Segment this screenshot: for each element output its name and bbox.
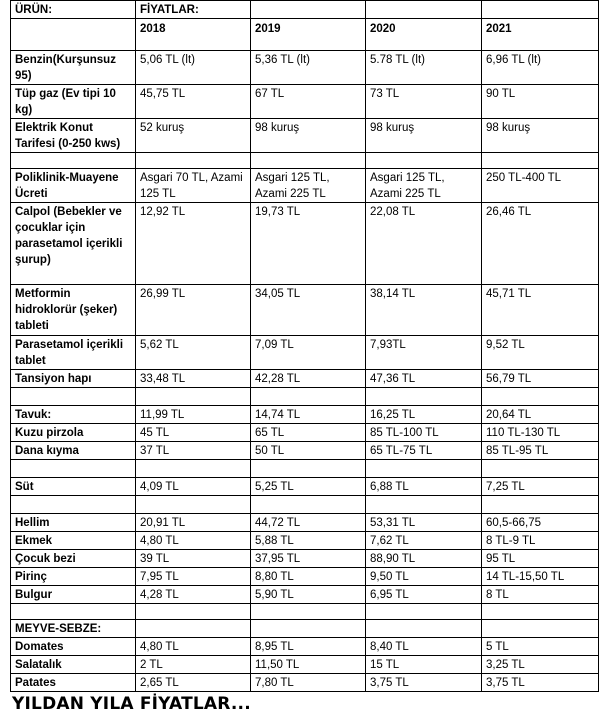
price-cell: 7,80 TL xyxy=(251,674,366,692)
price-cell: 56,79 TL xyxy=(482,370,599,388)
spacer-row xyxy=(11,388,599,406)
spacer-row xyxy=(11,496,599,514)
price-cell: 6,88 TL xyxy=(366,478,482,496)
product-label: Ekmek xyxy=(11,532,136,550)
price-cell: 5,62 TL xyxy=(136,336,251,370)
price-cell: 8,80 TL xyxy=(251,568,366,586)
product-label: MEYVE-SEBZE: xyxy=(11,620,136,638)
price-cell: 95 TL xyxy=(482,550,599,568)
price-cell: 8,95 TL xyxy=(251,638,366,656)
table-row xyxy=(11,424,599,442)
price-cell: 20,91 TL xyxy=(136,514,251,532)
price-cell: Asgari 125 TL, Azami 225 TL xyxy=(251,169,366,203)
price-cell: 47,36 TL xyxy=(366,370,482,388)
table-row xyxy=(11,638,599,656)
table-row xyxy=(11,532,599,550)
table-row xyxy=(11,203,599,285)
spacer-cell xyxy=(11,496,136,514)
spacer-cell xyxy=(136,460,251,478)
price-cell: 39 TL xyxy=(136,550,251,568)
table-row xyxy=(11,442,599,460)
header-empty-cell xyxy=(482,1,599,19)
table-row xyxy=(11,620,599,638)
price-cell: 38,14 TL xyxy=(366,285,482,336)
table-row xyxy=(11,478,599,496)
spacer-cell xyxy=(251,388,366,406)
table-row xyxy=(11,85,599,119)
price-cell: 15 TL xyxy=(366,656,482,674)
product-label: Tüp gaz (Ev tipi 10 kg) xyxy=(11,85,136,119)
header-empty-cell xyxy=(251,1,366,19)
price-cell: 2,65 TL xyxy=(136,674,251,692)
table-row xyxy=(11,336,599,370)
price-cell: 8 TL-9 TL xyxy=(482,532,599,550)
header-empty-cell xyxy=(366,1,482,19)
price-cell: 53,31 TL xyxy=(366,514,482,532)
price-cell: 88,90 TL xyxy=(366,550,482,568)
price-cell: 98 kuruş xyxy=(251,119,366,153)
table-row xyxy=(11,51,599,85)
price-cell: 34,05 TL xyxy=(251,285,366,336)
price-table-body xyxy=(11,1,599,692)
product-label: Bulgur xyxy=(11,586,136,604)
price-cell: 11,99 TL xyxy=(136,406,251,424)
spacer-cell xyxy=(136,388,251,406)
product-label: Calpol (Bebekler ve çocuklar için parasetamol içerikli şurup) xyxy=(11,203,136,285)
spacer-cell xyxy=(11,153,136,169)
price-cell: 3,75 TL xyxy=(482,674,599,692)
price-cell xyxy=(251,620,366,638)
price-cell: 12,92 TL xyxy=(136,203,251,285)
page-title: YILDAN YILA FİYATLAR... xyxy=(12,694,251,714)
price-cell: 90 TL xyxy=(482,85,599,119)
price-cell: 6,96 TL (lt) xyxy=(482,51,599,85)
price-cell: 22,08 TL xyxy=(366,203,482,285)
price-cell: 8 TL xyxy=(482,586,599,604)
price-cell: 50 TL xyxy=(251,442,366,460)
product-label: Tavuk: xyxy=(11,406,136,424)
table-row xyxy=(11,568,599,586)
year-header-2018: 2018 xyxy=(136,19,251,51)
table-row xyxy=(11,656,599,674)
table-row xyxy=(11,169,599,203)
spacer-cell xyxy=(482,496,599,514)
price-cell: 45,75 TL xyxy=(136,85,251,119)
price-cell: 5.78 TL (lt) xyxy=(366,51,482,85)
price-cell: 5,06 TL (lt) xyxy=(136,51,251,85)
price-cell: Asgari 70 TL, Azami 125 TL xyxy=(136,169,251,203)
table-row xyxy=(11,514,599,532)
price-cell: 26,46 TL xyxy=(482,203,599,285)
price-cell: 85 TL-95 TL xyxy=(482,442,599,460)
product-label: Salatalık xyxy=(11,656,136,674)
price-cell xyxy=(136,620,251,638)
product-column-header: ÜRÜN: xyxy=(11,1,136,19)
price-cell: 85 TL-100 TL xyxy=(366,424,482,442)
spacer-cell xyxy=(366,460,482,478)
price-cell: 5,88 TL xyxy=(251,532,366,550)
spacer-row xyxy=(11,604,599,620)
price-cell: 45,71 TL xyxy=(482,285,599,336)
product-label: Patates xyxy=(11,674,136,692)
price-cell: 7,62 TL xyxy=(366,532,482,550)
price-cell: 16,25 TL xyxy=(366,406,482,424)
year-header-empty xyxy=(11,19,136,51)
year-header-2021: 2021 xyxy=(482,19,599,51)
spacer-cell xyxy=(482,388,599,406)
product-label: Elektrik Konut Tarifesi (0-250 kws) xyxy=(11,119,136,153)
price-cell: 3,25 TL xyxy=(482,656,599,674)
table-row xyxy=(11,119,599,153)
price-cell: 2 TL xyxy=(136,656,251,674)
table-row xyxy=(11,406,599,424)
price-cell: 98 kuruş xyxy=(366,119,482,153)
price-cell: 7,25 TL xyxy=(482,478,599,496)
price-cell: 45 TL xyxy=(136,424,251,442)
price-cell: 98 kuruş xyxy=(482,119,599,153)
spacer-cell xyxy=(366,388,482,406)
spacer-cell xyxy=(251,153,366,169)
price-cell: 9,52 TL xyxy=(482,336,599,370)
spacer-cell xyxy=(11,604,136,620)
price-cell: 7,09 TL xyxy=(251,336,366,370)
price-cell: 5,36 TL (lt) xyxy=(251,51,366,85)
product-label: Dana kıyma xyxy=(11,442,136,460)
prices-column-header: FİYATLAR: xyxy=(136,1,251,19)
table-row xyxy=(11,370,599,388)
table-row xyxy=(11,586,599,604)
spacer-cell xyxy=(482,153,599,169)
price-cell: 37 TL xyxy=(136,442,251,460)
spacer-cell xyxy=(136,496,251,514)
product-label: Poliklinik-Muayene Ücreti xyxy=(11,169,136,203)
product-label: Domates xyxy=(11,638,136,656)
spacer-cell xyxy=(482,604,599,620)
spacer-cell xyxy=(136,604,251,620)
product-label: Çocuk bezi xyxy=(11,550,136,568)
spacer-cell xyxy=(251,460,366,478)
price-cell: 5,90 TL xyxy=(251,586,366,604)
spacer-cell xyxy=(11,460,136,478)
header-row-top xyxy=(11,1,599,19)
price-cell: 52 kuruş xyxy=(136,119,251,153)
price-cell: 4,80 TL xyxy=(136,638,251,656)
spacer-cell xyxy=(482,460,599,478)
price-cell: 60,5-66,75 xyxy=(482,514,599,532)
price-cell: 7,95 TL xyxy=(136,568,251,586)
price-cell xyxy=(366,620,482,638)
spacer-cell xyxy=(11,388,136,406)
product-label: Kuzu pirzola xyxy=(11,424,136,442)
price-cell: 8,40 TL xyxy=(366,638,482,656)
price-cell: 67 TL xyxy=(251,85,366,119)
spacer-row xyxy=(11,460,599,478)
product-label: Pirinç xyxy=(11,568,136,586)
price-cell: Asgari 125 TL, Azami 225 TL xyxy=(366,169,482,203)
price-cell: 4,28 TL xyxy=(136,586,251,604)
table-row xyxy=(11,674,599,692)
price-cell: 7,93TL xyxy=(366,336,482,370)
year-header-2019: 2019 xyxy=(251,19,366,51)
spacer-cell xyxy=(366,153,482,169)
product-label: Benzin(Kurşunsuz 95) xyxy=(11,51,136,85)
spacer-cell xyxy=(251,496,366,514)
price-cell: 73 TL xyxy=(366,85,482,119)
price-cell: 65 TL xyxy=(251,424,366,442)
product-label: Metformin hidroklorür (şeker) tableti xyxy=(11,285,136,336)
spacer-cell xyxy=(251,604,366,620)
price-cell: 44,72 TL xyxy=(251,514,366,532)
price-cell: 14 TL-15,50 TL xyxy=(482,568,599,586)
product-label: Parasetamol içerikli tablet xyxy=(11,336,136,370)
price-cell: 250 TL-400 TL xyxy=(482,169,599,203)
header-row-years xyxy=(11,19,599,51)
price-cell: 37,95 TL xyxy=(251,550,366,568)
price-table xyxy=(10,0,599,692)
price-cell: 4,80 TL xyxy=(136,532,251,550)
product-label: Süt xyxy=(11,478,136,496)
price-cell: 4,09 TL xyxy=(136,478,251,496)
spacer-cell xyxy=(136,153,251,169)
price-cell: 33,48 TL xyxy=(136,370,251,388)
price-cell: 110 TL-130 TL xyxy=(482,424,599,442)
price-cell: 6,95 TL xyxy=(366,586,482,604)
price-cell: 26,99 TL xyxy=(136,285,251,336)
table-row xyxy=(11,550,599,568)
price-cell: 5,25 TL xyxy=(251,478,366,496)
price-cell: 42,28 TL xyxy=(251,370,366,388)
price-cell: 11,50 TL xyxy=(251,656,366,674)
year-header-2020: 2020 xyxy=(366,19,482,51)
price-cell: 65 TL-75 TL xyxy=(366,442,482,460)
spacer-row xyxy=(11,153,599,169)
product-label: Hellim xyxy=(11,514,136,532)
price-cell: 5 TL xyxy=(482,638,599,656)
table-row xyxy=(11,285,599,336)
spacer-cell xyxy=(366,496,482,514)
product-label: Tansiyon hapı xyxy=(11,370,136,388)
spacer-cell xyxy=(366,604,482,620)
price-cell: 3,75 TL xyxy=(366,674,482,692)
price-cell: 14,74 TL xyxy=(251,406,366,424)
price-cell: 19,73 TL xyxy=(251,203,366,285)
price-cell: 9,50 TL xyxy=(366,568,482,586)
price-cell: 20,64 TL xyxy=(482,406,599,424)
price-cell xyxy=(482,620,599,638)
